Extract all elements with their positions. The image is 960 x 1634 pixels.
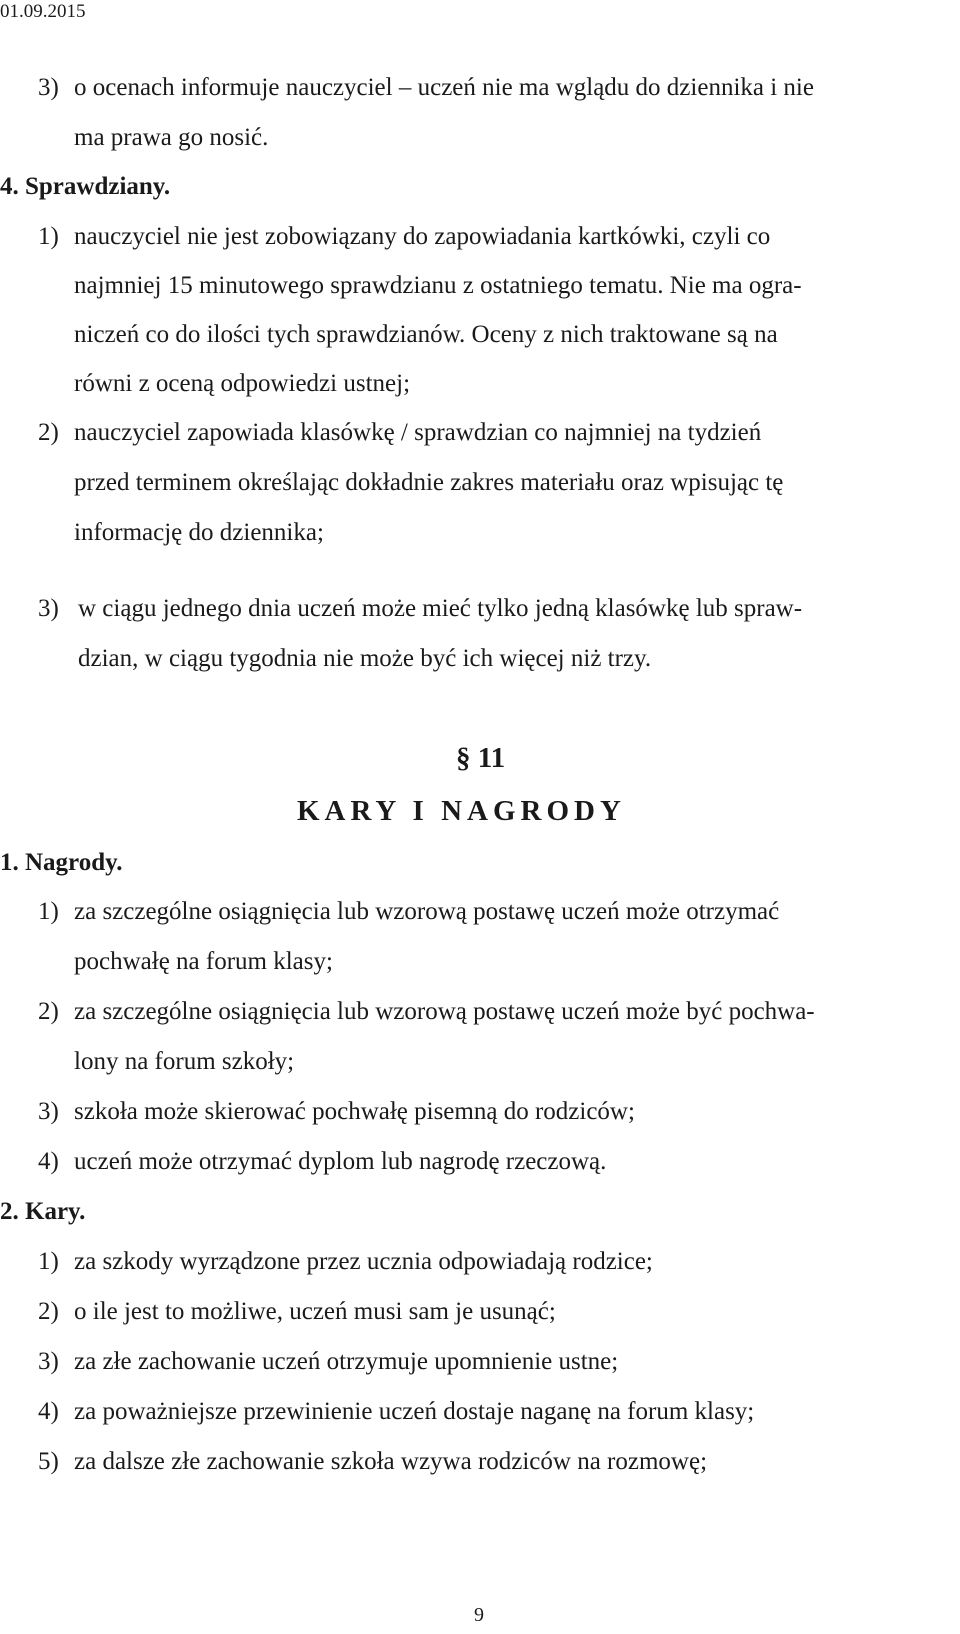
section-heading-kary: 2. Kary. <box>0 1198 86 1225</box>
item-number: 1) <box>38 898 59 925</box>
item-text-line: informację do dziennika; <box>74 519 324 546</box>
item-number: 2) <box>38 998 59 1025</box>
item-text-line: nauczyciel nie jest zobowiązany do zapowiadania kartkówki, czyli co <box>74 223 771 250</box>
item-number: 4) <box>38 1148 59 1175</box>
item-text-line: szkoła może skierować pochwałę pisemną do rodziców; <box>74 1098 635 1125</box>
item-number: 1) <box>38 1248 59 1275</box>
item-number: 5) <box>38 1448 59 1475</box>
section-heading-sprawdziany: 4. Sprawdziany. <box>0 173 171 200</box>
section-heading-nagrody: 1. Nagrody. <box>0 849 123 876</box>
item-text-line: za szczególne osiągnięcia lub wzorową postawę uczeń może otrzymać <box>74 898 780 925</box>
item-text-line: lony na forum szkoły; <box>74 1048 295 1075</box>
item-text-line: za szkody wyrządzone przez ucznia odpowiadają rodzice; <box>74 1248 653 1275</box>
item-text-line: dzian, w ciągu tygodnia nie może być ich więcej niż trzy. <box>78 645 652 672</box>
item-text-line: niczeń co do ilości tych sprawdzianów. Oceny z nich traktowane są na <box>74 321 778 348</box>
item-text-line: pochwałę na forum klasy; <box>74 948 333 975</box>
item-text-line: uczeń może otrzymać dyplom lub nagrodę rzeczową. <box>74 1148 607 1175</box>
item-number: 3) <box>38 1348 59 1375</box>
paragraph-sign: § 11 <box>456 742 506 774</box>
item-number: 1) <box>38 223 59 250</box>
item-text-line: o ocenach informuje nauczyciel – uczeń nie ma wglądu do dziennika i nie <box>74 74 814 101</box>
item-text-line: najmniej 15 minutowego sprawdzianu z ostatniego tematu. Nie ma ogra- <box>74 272 802 299</box>
item-number: 2) <box>38 419 59 446</box>
date-header: 01.09.2015 <box>0 1 86 22</box>
item-text-line: za dalsze złe zachowanie szkoła wzywa rodziców na rozmowę; <box>74 1448 708 1475</box>
item-number: 3) <box>38 595 59 622</box>
item-text-line: nauczyciel zapowiada klasówkę / sprawdzian co najmniej na tydzień <box>74 419 762 446</box>
item-text-line: za szczególne osiągnięcia lub wzorową postawę uczeń może być pochwa- <box>74 998 815 1025</box>
item-number: 4) <box>38 1398 59 1425</box>
item-number: 2) <box>38 1298 59 1325</box>
item-text-line: za poważniejsze przewinienie uczeń dostaje naganę na forum klasy; <box>74 1398 755 1425</box>
item-text-line: ma prawa go nosić. <box>74 124 269 151</box>
item-text-line: w ciągu jednego dnia uczeń może mieć tylko jedną klasówkę lub spraw- <box>78 595 803 622</box>
page-number: 9 <box>474 1604 484 1626</box>
item-number: 3) <box>38 74 59 101</box>
section-title: KARY I NAGRODY <box>297 795 626 827</box>
item-number: 3) <box>38 1098 59 1125</box>
item-text-line: przed terminem określając dokładnie zakres materiału oraz wpisując tę <box>74 469 784 496</box>
item-text-line: o ile jest to możliwe, uczeń musi sam je usunąć; <box>74 1298 556 1325</box>
item-text-line: za złe zachowanie uczeń otrzymuje upomnienie ustne; <box>74 1348 619 1375</box>
item-text-line: równi z oceną odpowiedzi ustnej; <box>74 370 411 397</box>
